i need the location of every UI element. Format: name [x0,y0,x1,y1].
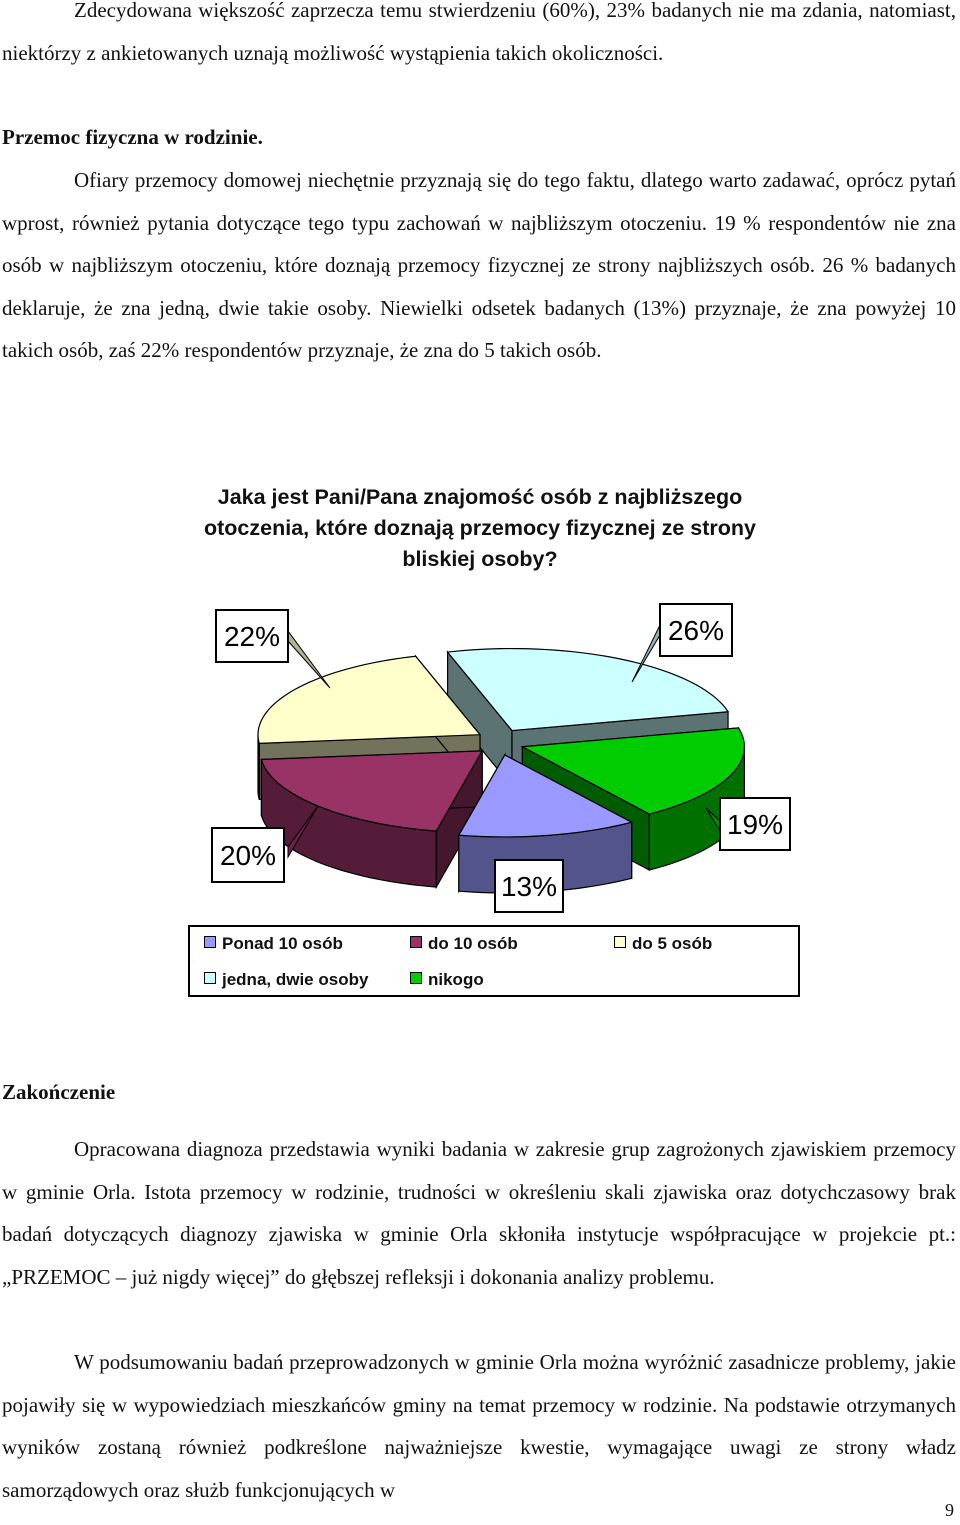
legend-item [204,970,368,990]
legend-swatch [614,936,626,948]
paragraph-conclusion-2: W podsumowaniu badań przeprowadzonych w gminie Orla można wyróżnić zasadnicze problemy, jakie pojawiły się w wypowiedziach mieszkańców gminy na temat przemocy w rodzinie. Na podstawie otrzymanych wyników zostaną również podkreślone najważniejsze kwestie, wymagające uwagi ze strony władz samorządowych oraz służb funkcjonujących w [2,1350,956,1502]
section-heading-conclusion: Zakończenie [2,1080,116,1104]
legend-item [204,934,343,954]
legend-label: nikogo [428,970,484,989]
legend-item [410,970,484,990]
chart-title: Jaka jest Pani/Pana znajomość osób z najbliższego otoczenia, które doznają przemocy fizycznej ze strony bliskiej osoby? [204,485,756,571]
legend-item [410,934,518,954]
legend-swatch [410,936,422,948]
data-label: 22% [223,621,281,652]
section-heading-physical-violence: Przemoc fizyczna w rodzinie. [2,125,263,149]
chart-legend [188,925,800,997]
legend-swatch [204,972,216,984]
paragraph-conclusion-1: Opracowana diagnoza przedstawia wyniki badania w zakresie grup zagrożonych zjawiskiem przemocy w gminie Orla. Istota przemocy w rodzinie, trudności w określeniu skali zjawiska oraz dotychczasowy brak badań dotyczących diagnozy zjawiska w gminie Orla skłoniła instytucje współpracujące w projekcie pt.: „PRZEMOC – już nigdy więcej” do głębszej refleksji i dokonania analizy problemu. [2,1137,956,1289]
data-label: 26% [667,615,725,646]
legend-label: jedna, dwie osoby [222,970,369,989]
legend-swatch [410,972,422,984]
paragraph-physical-violence: Ofiary przemocy domowej niechętnie przyznają się do tego faktu, dlatego warto zadawać, oprócz pytań wprost, również pytania dotyczące tego typu zachowań w najbliższym otoczeniu. 19 % respondentów nie zna osób w najbliższym otoczeniu, które doznają przemocy fizycznej ze strony najbliższych osób. 26 % badanych deklaruje, że zna jedną, dwie takie osoby. Niewielki odsetek badanych (13%) przyznaje, że zna powyżej 10 takich osób, zaś 22% respondentów przyznaje, że zna do 5 takich osób. [2,168,956,362]
page-number: 9 [945,1500,954,1520]
legend-label: do 5 osób [632,934,713,953]
data-label: 19% [726,809,784,840]
pie-slice [261,751,482,887]
legend-label: do 10 osób [428,934,518,953]
data-label: 20% [219,840,277,871]
leader-line [288,631,330,688]
legend-label: Ponad 10 osób [222,934,343,953]
legend-swatch [204,936,216,948]
legend-item [614,934,712,954]
data-label: 13% [500,871,558,902]
paragraph-survey-result: Zdecydowana większość zaprzecza temu stwierdzeniu (60%), 23% badanych nie ma zdania, natomiast, niektórzy z ankietowanych uznają możliwość wystąpienia takich okoliczności. [2,0,956,65]
